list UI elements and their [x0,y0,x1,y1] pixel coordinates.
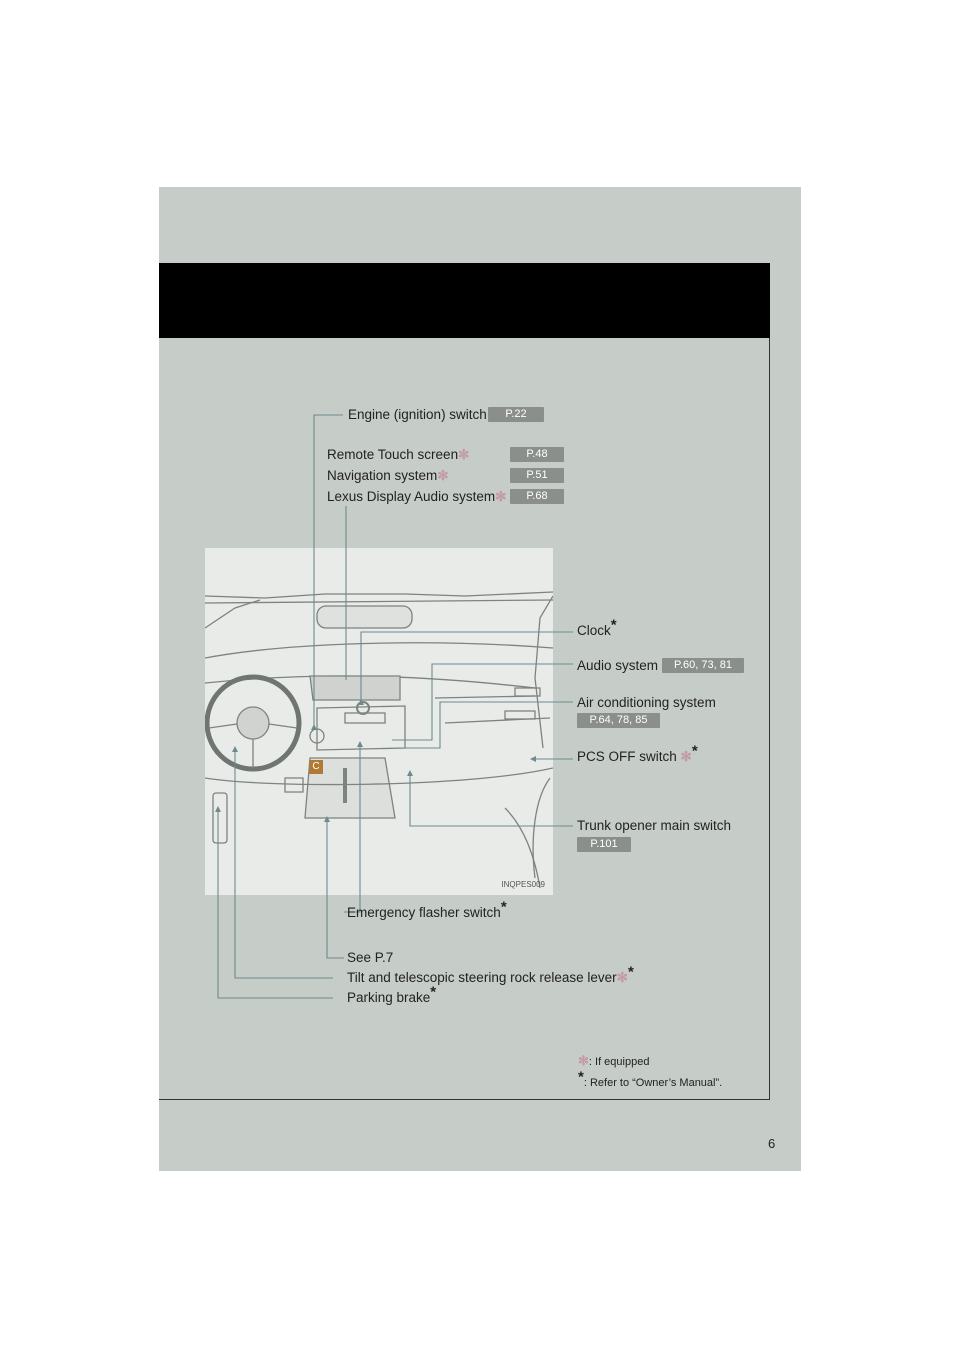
refer-manual-star-icon: * [691,742,698,760]
callout-marker-c: C [309,760,323,774]
if-equipped-asterisk-icon: ✻ [437,468,449,483]
air-conditioning-text: Air conditioning system [577,695,716,710]
label-parking-brake [347,983,437,1007]
ref-air-conditioning[interactable]: P.64, 78, 85 [577,713,660,728]
label-lexus-display-audio [327,488,506,506]
ref-trunk-opener[interactable]: P.101 [577,837,631,852]
refer-manual-star-icon: * [610,616,617,634]
parking-brake-text: Parking brake [347,990,431,1005]
trunk-opener-text: Trunk opener main switch [577,818,732,833]
lexus-audio-text: Lexus Display Audio system [327,489,496,504]
ref-navigation[interactable]: P.51 [510,468,564,483]
if-equipped-asterisk-icon: ✻ [616,970,628,985]
footnote-if-equipped [578,1050,722,1073]
label-see-p7 [347,949,393,967]
refer-manual-star-icon: * [430,983,437,1001]
ref-audio-system[interactable]: P.60, 73, 81 [662,658,744,673]
clock-text: Clock [577,623,611,638]
label-pcs-off-switch [577,742,698,766]
refer-manual-star-icon: * [627,963,634,981]
label-air-conditioning [577,694,716,712]
audio-system-text: Audio system [577,658,659,673]
ref-engine-switch[interactable]: P.22 [488,407,544,422]
if-equipped-asterisk-icon: ✻ [680,749,692,764]
label-clock [577,616,617,640]
label-remote-touch [327,446,469,464]
leader-arrowheads [215,699,536,822]
tilt-steering-text: Tilt and telescopic steering rock release lever [347,970,617,985]
emergency-flasher-text: Emergency flasher switch [347,905,501,920]
label-engine-switch [348,406,487,424]
footnote-refer-manual [578,1068,723,1094]
remote-touch-text: Remote Touch screen [327,447,459,462]
refer-manual-star-icon: * [578,1068,584,1086]
image-code: INQPES009 [501,880,545,889]
ref-lexus-display-audio[interactable]: P.68 [510,489,564,504]
label-trunk-opener [577,817,731,835]
refer-manual-text: : Refer to “Owner’s Manual”. [583,1077,723,1089]
if-equipped-asterisk-icon: ✻ [495,489,507,504]
if-equipped-text: : If equipped [588,1056,650,1068]
footnotes [578,1050,722,1094]
label-tilt-steering [347,963,634,987]
engine-switch-text: Engine (ignition) switch [348,407,487,422]
label-navigation [327,467,449,485]
refer-manual-star-icon: * [500,898,507,916]
pcs-off-text: PCS OFF switch [577,749,677,764]
see-p7-text[interactable]: See P.7 [347,950,394,965]
if-equipped-asterisk-icon: ✻ [458,447,470,462]
navigation-text: Navigation system [327,468,438,483]
page-number: 6 [768,1136,776,1151]
if-equipped-asterisk-icon: ✻ [578,1053,589,1068]
label-emergency-flasher [347,898,507,922]
label-audio-system [577,657,658,675]
ref-remote-touch[interactable]: P.48 [510,447,564,462]
